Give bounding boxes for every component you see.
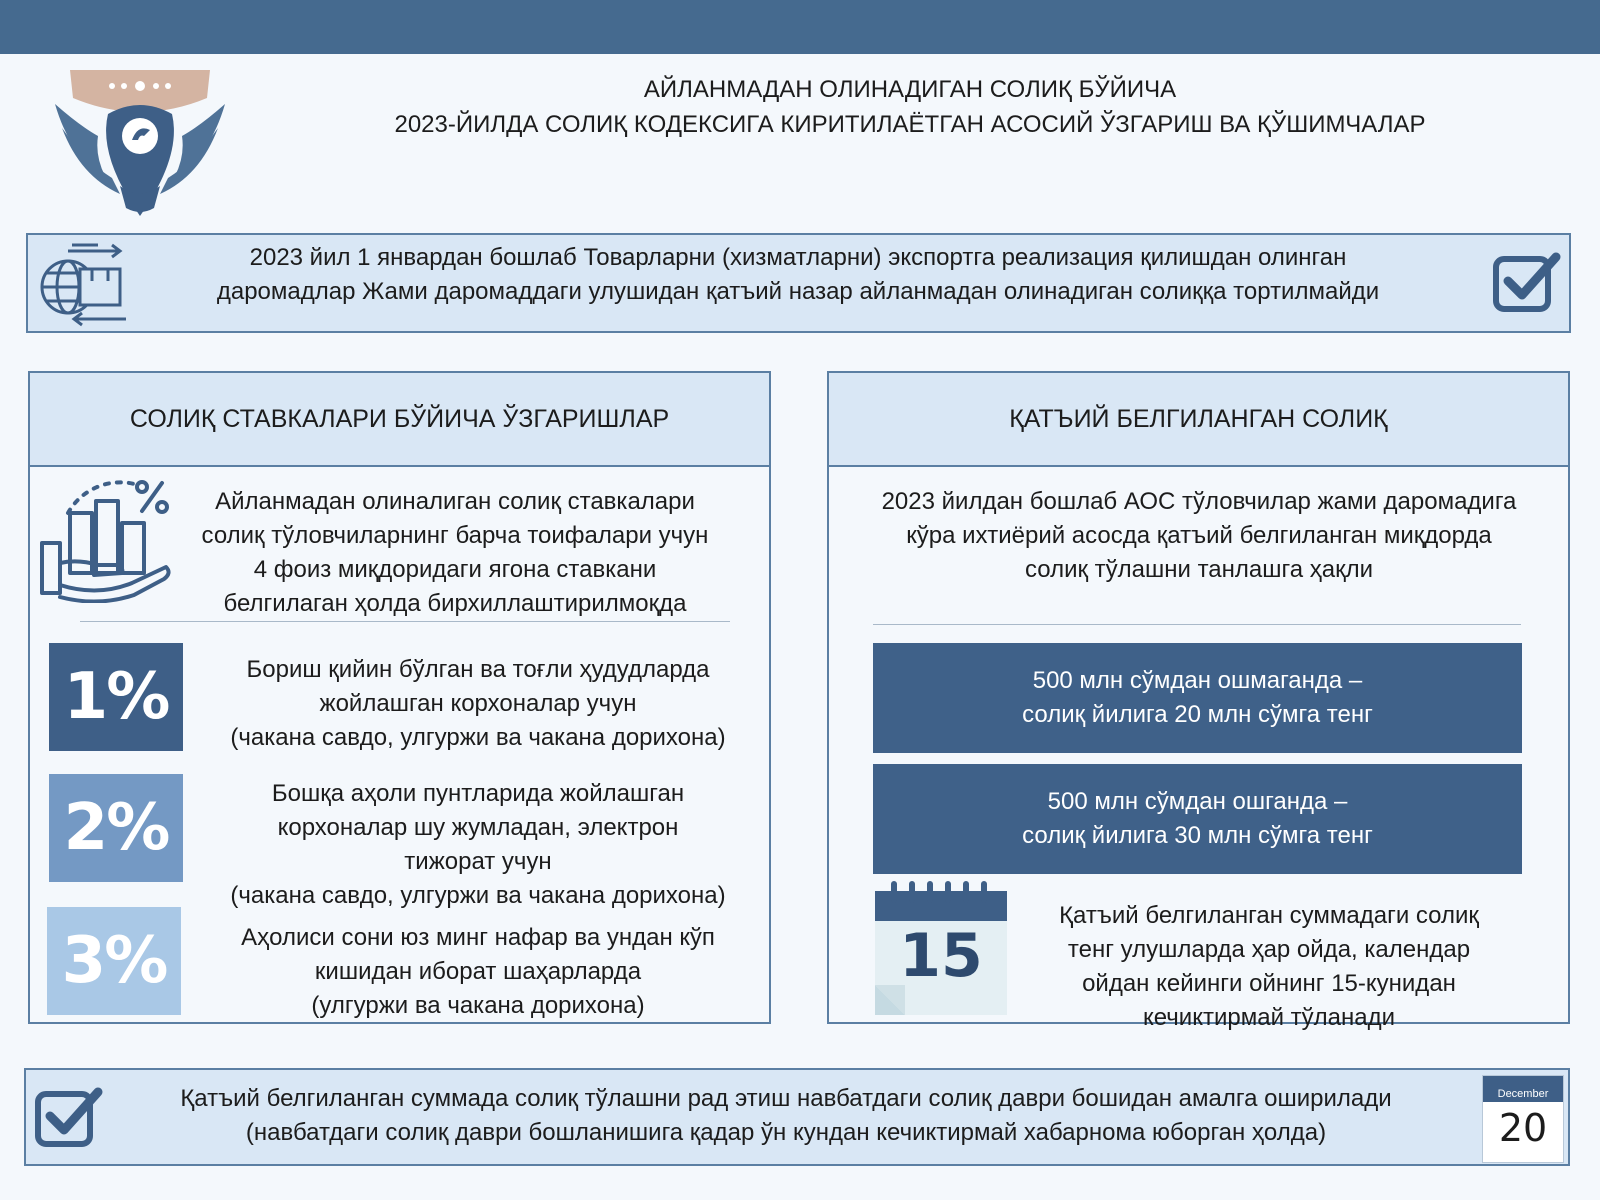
calendar-month: December — [1497, 1088, 1549, 1100]
rate-2-description — [198, 777, 758, 913]
box2-line-1: 500 млн сўмдан ошганда – — [1047, 788, 1348, 815]
box2-line-2: солиқ йилига 30 млн сўмга тенг — [1022, 822, 1373, 849]
fixed-payment-note — [1004, 899, 1534, 1035]
rate-2-line-3: тижорат учун — [404, 848, 552, 875]
fixed-intro-line-2: кўра ихтиёрий асосда қатъий белгиланган миқдорда — [906, 522, 1492, 549]
rate-1-description — [198, 653, 758, 755]
note-line-4: кечиктирмай тўланади — [1142, 1004, 1396, 1031]
fixed-tax-heading: ҚАТЪИЙ БЕЛГИЛАНГАН СОЛИҚ — [829, 373, 1568, 467]
fixed-tax-over-500 — [873, 764, 1522, 874]
rate-3-badge: 3% — [47, 907, 181, 1015]
fixed-separator — [873, 624, 1521, 625]
rate-2-line-4: (чакана савдо, улгуржи ва чакана дорихона) — [230, 882, 726, 909]
fixed-intro-line-1: 2023 йилдан бошлаб АОС тўловчилар жами даромадига — [881, 488, 1517, 515]
page-title — [330, 72, 1490, 142]
rates-intro-line-3: 4 фоиз миқдоридаги ягона ставкани — [253, 556, 657, 583]
top-bar — [0, 0, 1600, 54]
rate-1-badge: 1% — [49, 643, 183, 751]
note-line-3: ойдан кейинги ойнинг 15-кунидан — [1082, 970, 1456, 997]
rate-3-line-2: кишидан иборат шаҳарларда — [314, 958, 642, 985]
checkbox-icon — [1492, 249, 1562, 315]
rate-2-badge: 2% — [49, 774, 183, 882]
title-line-1: АЙЛАНМАДАН ОЛИНАДИГАН СОЛИҚ БЎЙИЧА — [643, 76, 1177, 103]
export-info-box — [26, 233, 1571, 333]
rate-3-description — [198, 921, 758, 1023]
rate-1-line-1: Бориш қийин бўлган ва тоғли ҳудудларда — [246, 656, 710, 683]
calendar-day-20: 20 — [1498, 1106, 1548, 1150]
rates-intro-line-4: белгилаган ҳолда бирхиллаштирилмоқда — [223, 590, 687, 617]
export-info-line-1: 2023 йил 1 январдан бошлаб Товарларни (хизматларни) экспортга реализация қилишдан олинган — [249, 244, 1347, 271]
refusal-line-1: Қатъий белгиланган суммада солиқ тўлашни рад этиш навбатдаги солиқ даври бошидан амалга оширилади — [180, 1085, 1392, 1112]
title-line-2: 2023-ЙИЛДА СОЛИҚ КОДЕКСИГА КИРИТИЛАЁТГАН АСОСИЙ ЎЗГАРИШ ВА ҚЎШИМЧАЛАР — [394, 111, 1426, 138]
tax-rates-panel — [28, 371, 771, 1024]
box1-line-2: солиқ йилига 20 млн сўмга тенг — [1022, 701, 1373, 728]
export-info-line-2: даромадлар Жами даромаддаги улушидан қатъий назар айланмадан олинадиган солиққа тортилмайди — [216, 278, 1380, 305]
rate-2-line-2: корхоналар шу жумладан, электрон — [277, 814, 679, 841]
rate-2-line-1: Бошқа аҳоли пунтларида жойлашган — [271, 780, 685, 807]
emblem-logo — [50, 66, 230, 221]
chart-hand-percent-icon — [38, 473, 178, 603]
refusal-line-2: (навбатдаги солиқ даври бошланишига қадар ўн кундан кечиктирмай хабарнома юборган ҳолда) — [245, 1119, 1327, 1146]
rate-1-line-2: жойлашган корхоналар учун — [319, 690, 637, 717]
refusal-info-box — [24, 1068, 1570, 1166]
box1-line-1: 500 млн сўмдан ошмаганда – — [1032, 667, 1363, 694]
fixed-tax-under-500 — [873, 643, 1522, 753]
calendar-icon — [873, 881, 1009, 1016]
globe-export-icon — [32, 241, 132, 327]
rate-3-line-3: (улгуржи ва чакана дорихона) — [311, 992, 645, 1019]
note-line-1: Қатъий белгиланган суммадаги солиқ — [1059, 902, 1479, 929]
note-line-2: тенг улушларда ҳар ойда, календар — [1067, 936, 1471, 963]
tax-rates-heading: СОЛИҚ СТАВКАЛАРИ БЎЙИЧА ЎЗГАРИШЛАР — [30, 373, 769, 467]
checkbox-icon — [34, 1084, 104, 1150]
fixed-intro-line-3: солиқ тўлашни танлашга ҳақли — [1024, 556, 1374, 583]
fixed-tax-panel — [827, 371, 1570, 1031]
rate-1-line-3: (чакана савдо, улгуржи ва чакана дорихона) — [230, 724, 726, 751]
rates-intro-line-2: солиқ тўловчиларнинг барча тоифалари учун — [201, 522, 709, 549]
rates-intro-line-1: Айланмадан олиналиган солиқ ставкалари — [215, 488, 695, 515]
calendar-day-15: 15 — [899, 921, 983, 991]
calendar-icon — [1482, 1075, 1564, 1163]
rates-separator — [80, 621, 730, 622]
rate-3-line-1: Аҳолиси сони юз минг нафар ва ундан кўп — [241, 924, 715, 951]
